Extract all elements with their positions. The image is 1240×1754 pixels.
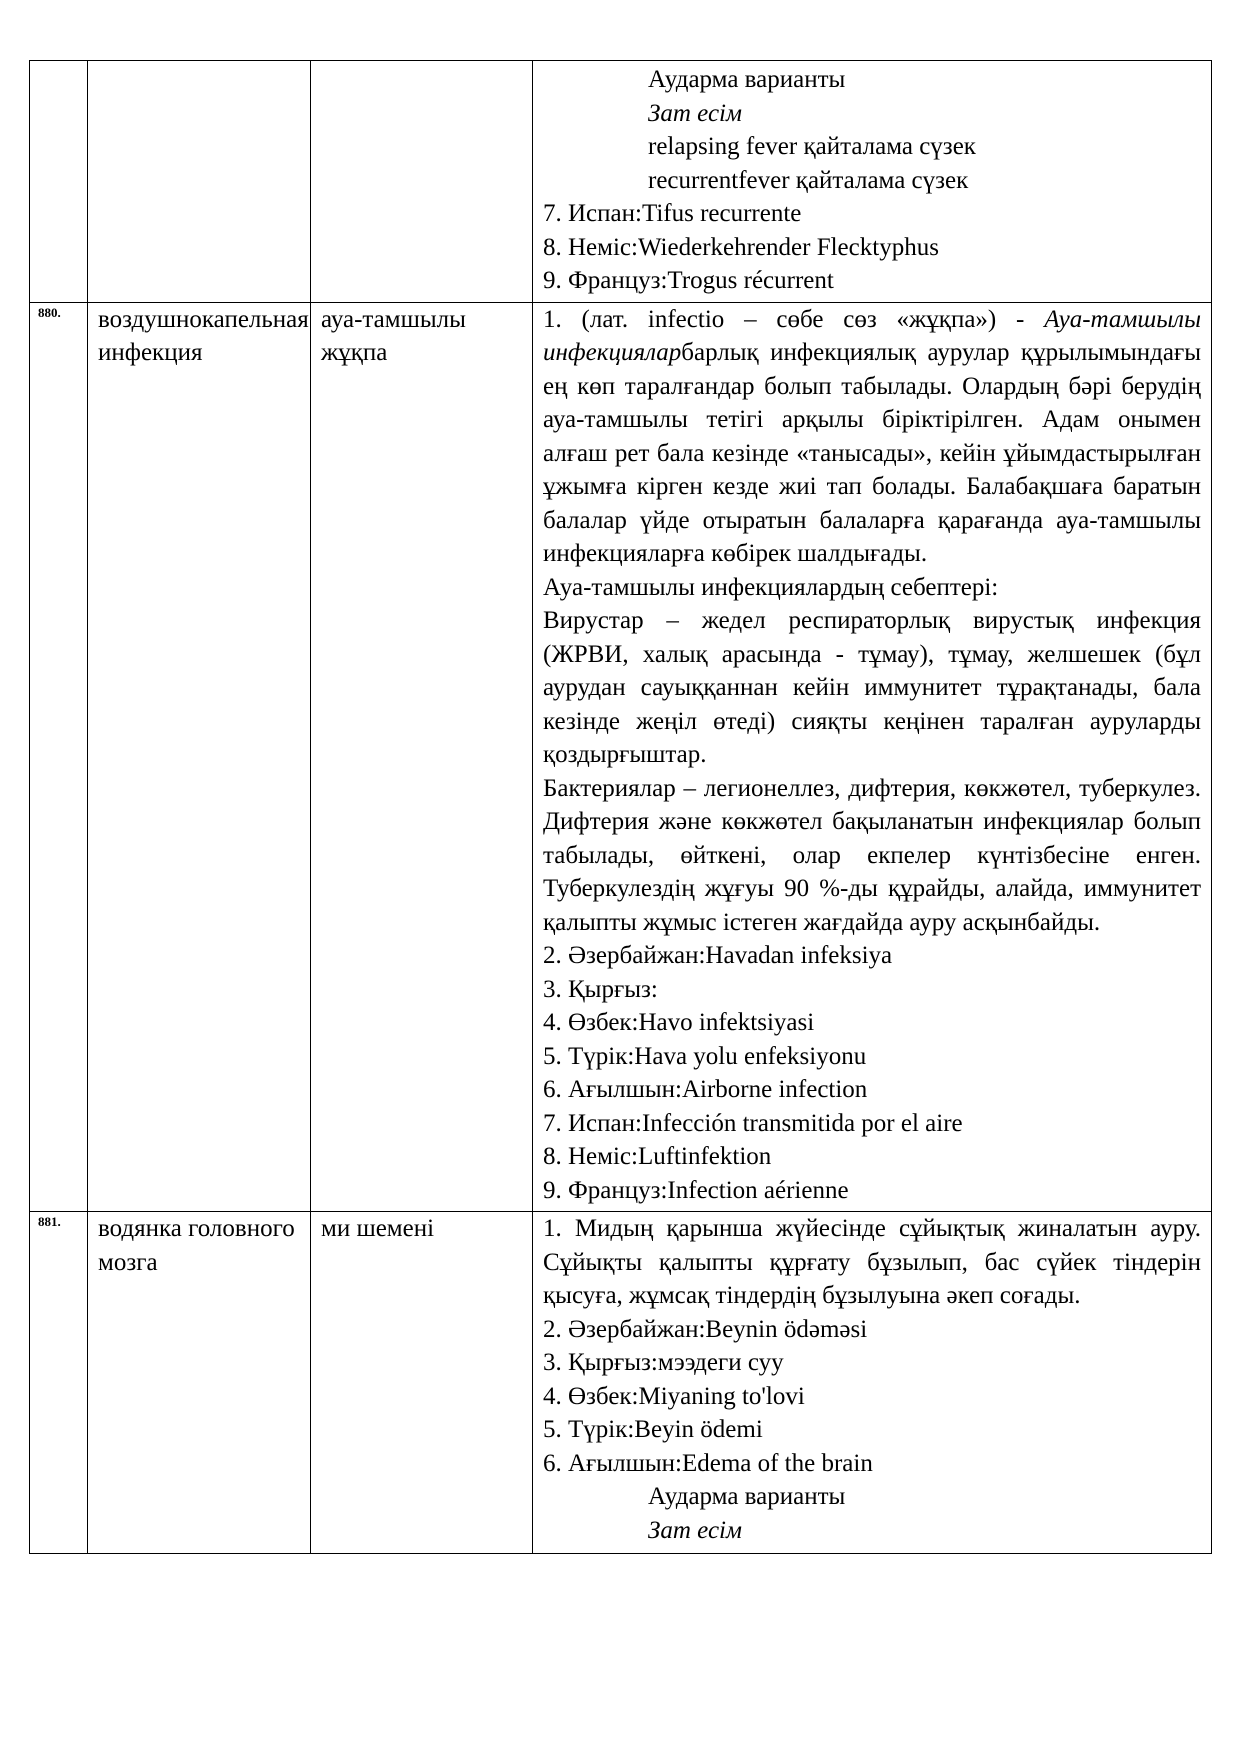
translation-line: 3. Қырғыз:: [543, 975, 658, 1003]
kazakh-term-cell: ми шемені: [311, 1212, 533, 1554]
translation-line: 2. Әзербайжан:Beynin ödəməsi: [543, 1315, 868, 1343]
variant-line: recurrentfever қайталама сүзек: [648, 166, 969, 194]
variants-heading: Аударма варианты: [648, 1483, 846, 1510]
entry-row-880: [30, 302, 1212, 1212]
entry-row-continuation: [30, 61, 1212, 303]
part-of-speech: Зат есім: [648, 99, 742, 127]
translation-line: 6. Ағылшын:Airborne infection: [543, 1076, 868, 1103]
variant-line: relapsing fever қайталама сүзек: [648, 133, 976, 160]
russian-term-cell: [88, 61, 311, 303]
definition-cell: [533, 1212, 1212, 1554]
definition-text: 1. Мидың қарынша жүйесінде сұйықтық жиналатын ауру. Сұйықты қалыпты құрғату бұзылып, бас сүйек тіндерін қысуға, жұмсақ тіндердің бұзылуына әкеп соғады.: [543, 1215, 1201, 1309]
kazakh-term-cell: ауа-тамшылы жұқпа: [311, 302, 533, 1212]
translation-french: 9. Француз:Trogus récurrent: [543, 267, 834, 294]
translation-line: 4. Өзбек:Havo infektsiyasi: [543, 1009, 815, 1036]
part-of-speech: Зат есім: [648, 1516, 742, 1544]
translation-line: 7. Испан:Infección transmitida por el aire: [543, 1109, 963, 1137]
entry-number-cell: 880.: [30, 302, 88, 1212]
translation-line: 4. Өзбек:Miyaning to'lovi: [543, 1382, 805, 1410]
russian-term-cell: воздушнокапельная инфекция: [88, 302, 311, 1212]
causes-bacteria: Бактериялар – легионеллез, дифтерия, көкжөтел, туберкулез. Дифтерия және көкжөтел бақыланатын инфекциялар болып табылады, өйткені, олар екпелер күнтізбесіне енген. Туберкулездің жұғуы 90 %-ды құрайды, алайда, иммунитет қалыпты жұмыс істеген жағдайда ауру асқынбайды.: [543, 774, 1201, 936]
translation-spanish: 7. Испан:Tifus recurrente: [543, 200, 802, 227]
kazakh-term-cell: [311, 61, 533, 303]
entry-number-cell: 881.: [30, 1212, 88, 1554]
translation-line: 2. Әзербайжан:Havadan infeksiya: [543, 942, 893, 969]
translation-line: 6. Ағылшын:Edema of the brain: [543, 1449, 873, 1477]
translation-line: 5. Түрік:Beyin ödemi: [543, 1416, 763, 1443]
dictionary-table: [29, 60, 1212, 1554]
definition-text: 1. (лат. infectio – сөбе сөз «жұқпа») - Ауа-тамшылы инфекцияларбарлық инфекциялық аурулар құрылымындағы ең көп таралғандар болып табылады. Олардың бәрі берудің ауа-тамшылы тетігі арқылы біріктірілген. Адам онымен алғаш рет бала кезінде «танысады», кейін ұйымдастырылған ұжымға кірген кезде жиі тап болады. Балабақшаға баратын балалар үйде отыратын балаларға қарағанда ауа-тамшылы инфекцияларға көбірек шалдығады.: [543, 305, 1201, 567]
translation-line: 8. Неміс:Luftinfektion: [543, 1143, 772, 1170]
translation-line: 3. Қырғыз:мээдеги суу: [543, 1349, 784, 1376]
definition-cell: [533, 61, 1212, 303]
causes-heading: Ауа-тамшылы инфекциялардың себептері:: [543, 573, 999, 601]
russian-term-cell: водянка головного мозга: [88, 1212, 311, 1554]
entry-row-881: [30, 1212, 1212, 1554]
translation-line: 9. Француз:Infection aérienne: [543, 1176, 849, 1204]
translation-german: 8. Неміс:Wiederkehrender Flecktyphus: [543, 233, 939, 261]
variants-heading: Аударма варианты: [648, 66, 846, 93]
causes-viruses: Вирустар – жедел респираторлық вирустық инфекция (ЖРВИ, халық арасында - тұмау), тұмау, желшешек (бұл аурудан сауыққаннан кейін иммунитет тұрақтанады, бала кезінде жеңіл өтеді) сияқты кеңінен таралған ауруларды қоздырғыштар.: [543, 607, 1201, 768]
entry-number-cell: [30, 61, 88, 303]
definition-cell: [533, 302, 1212, 1212]
translation-line: 5. Түрік:Hava yolu enfeksiyonu: [543, 1042, 867, 1070]
